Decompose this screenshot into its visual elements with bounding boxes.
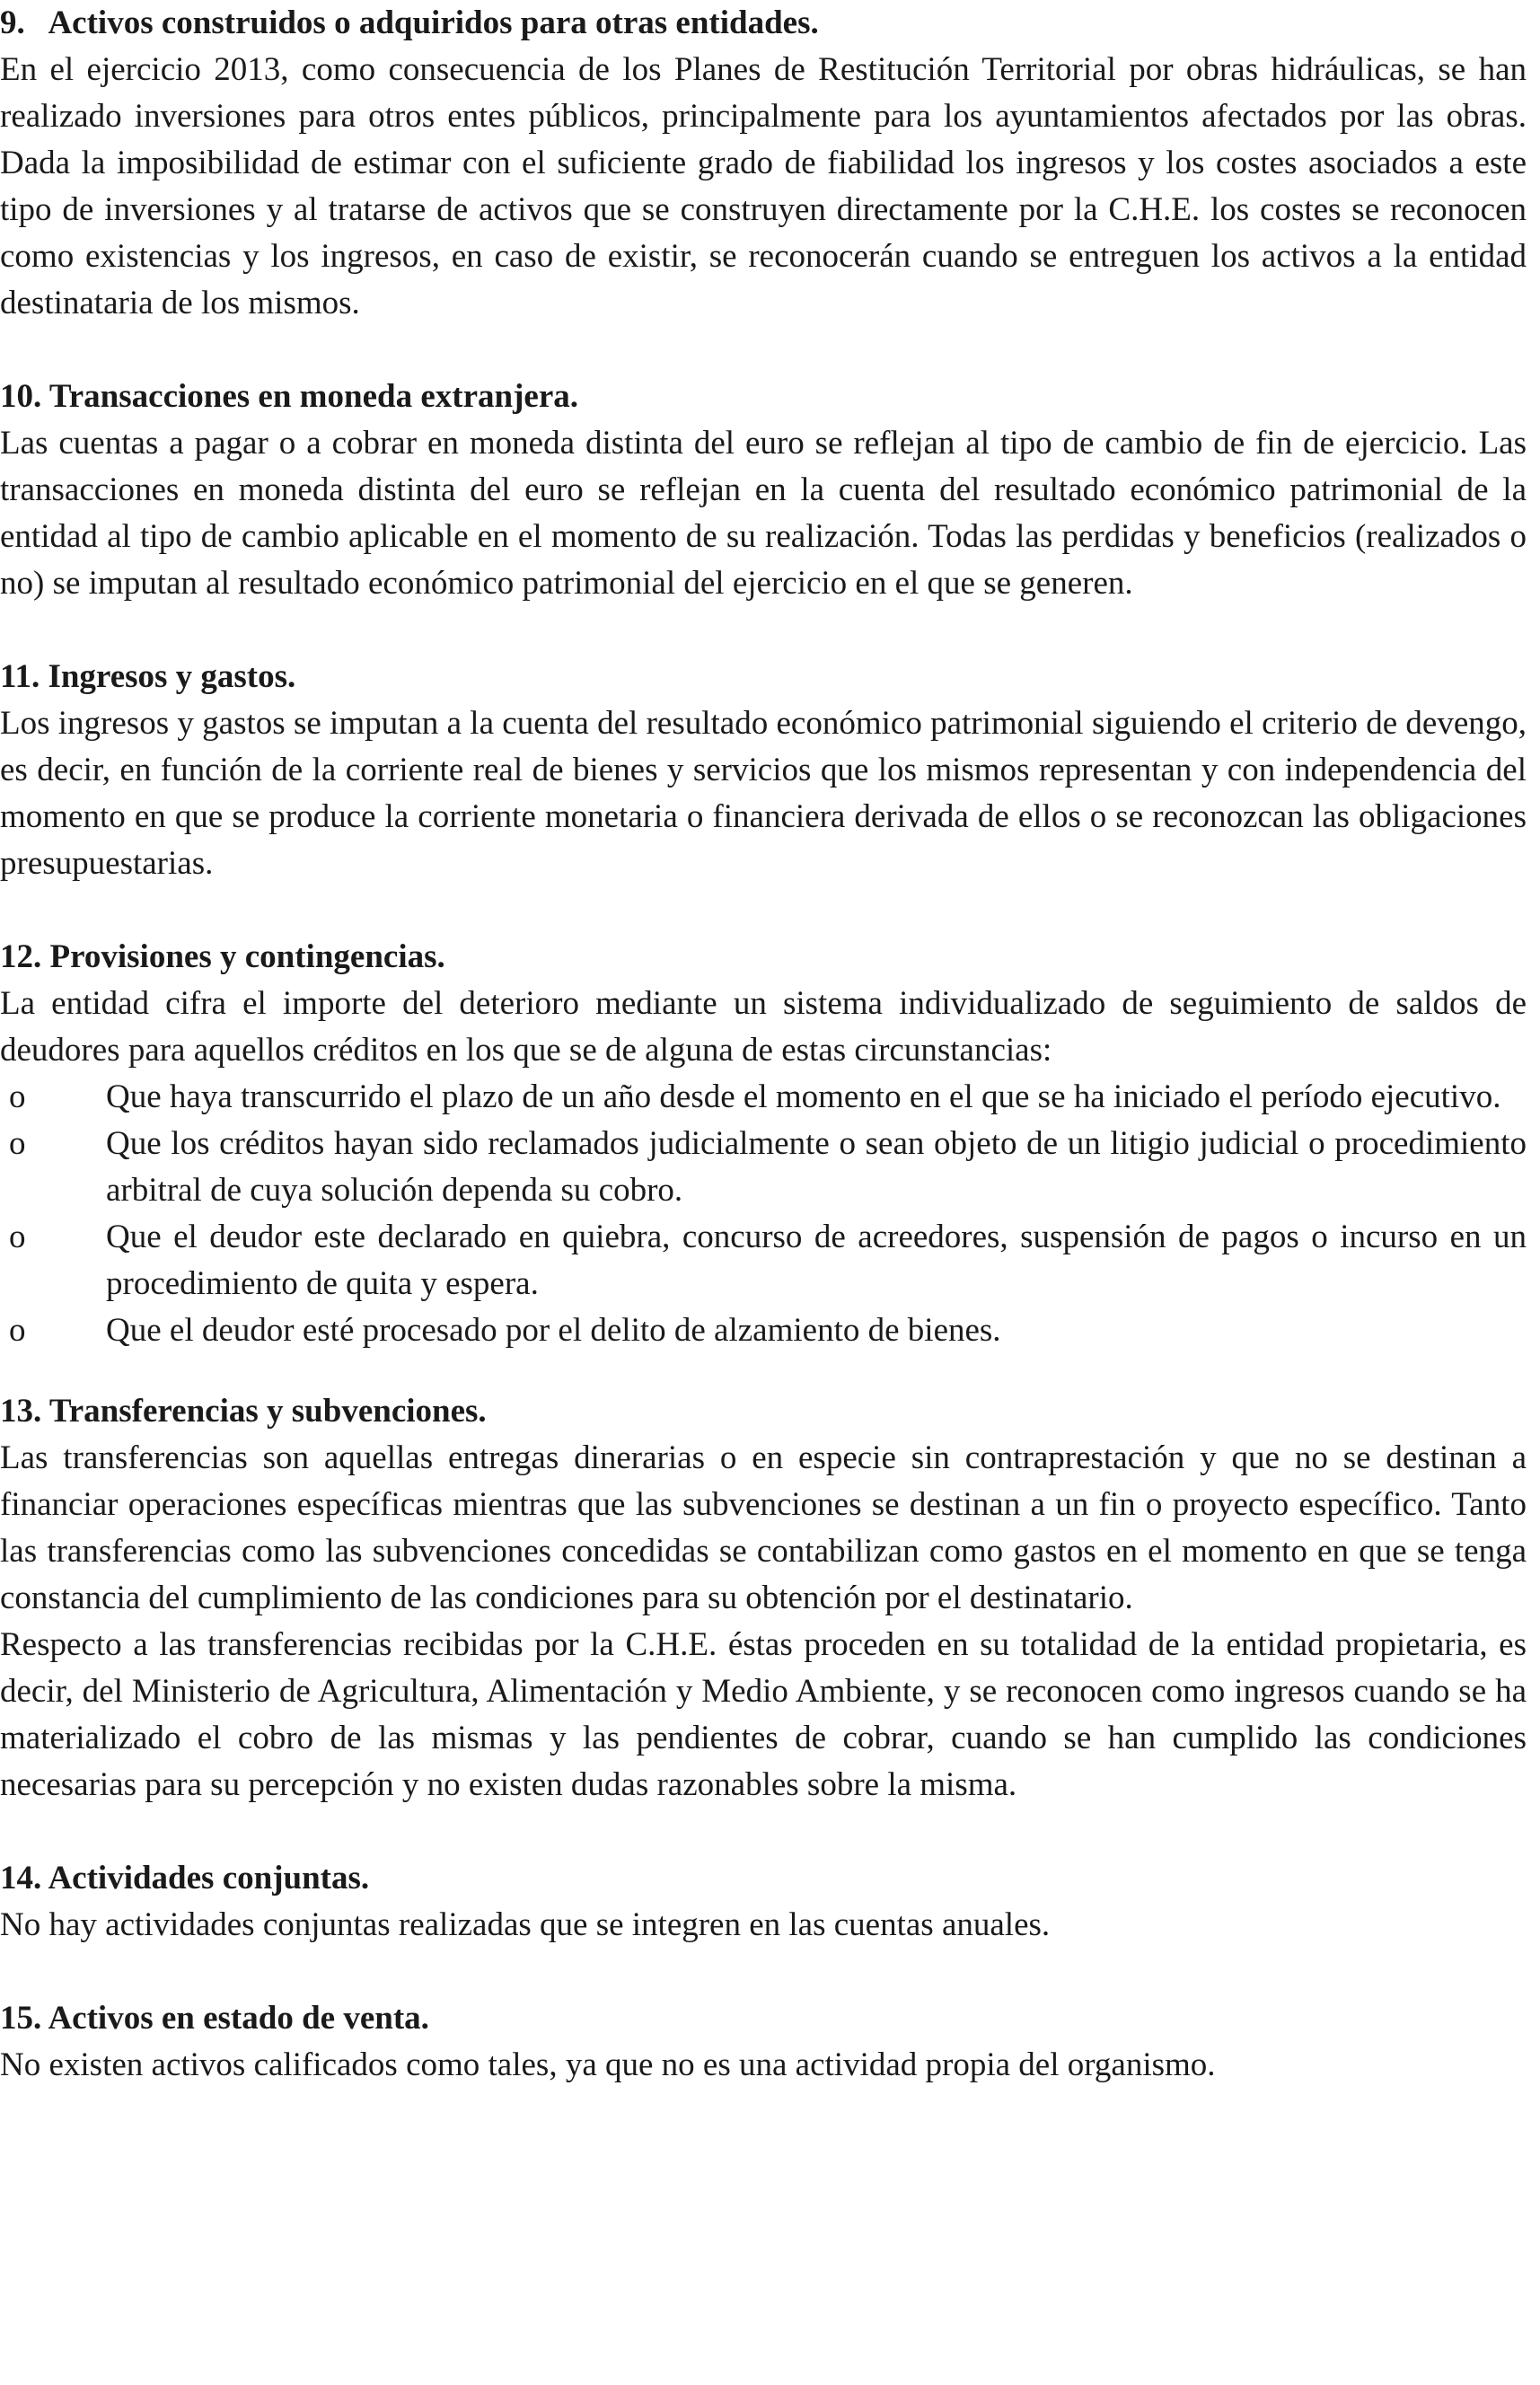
section-gap xyxy=(0,1354,1527,1388)
section-gap xyxy=(0,607,1527,654)
section-heading: 11. Ingresos y gastos. xyxy=(0,658,296,695)
list-item-text: Que el deudor este declarado en quiebra, concurso de acreedores, suspensión de pagos o incurso en un procedimiento de quita y espera. xyxy=(106,1219,1527,1302)
list-item-text: Que el deudor esté procesado por el delito de alzamiento de bienes. xyxy=(106,1312,1001,1349)
section-heading: 15. Activos en estado de venta. xyxy=(0,2000,429,2037)
section-15 xyxy=(0,1995,1527,2089)
bullet-marker: o xyxy=(9,1219,26,1255)
section-paragraph: Las transferencias son aquellas entregas dinerarias o en especie sin contraprestación y que no se destinan a financiar operaciones específicas mientras que las subvenciones se destinan a un fin o proyecto específico. Tanto las transferencias como las subvenciones concedidas se contabilizan como gastos en el momento en que se tenga constancia del cumplimiento de las condiciones para su obtención por el destinatario. xyxy=(0,1439,1527,1616)
section-paragraph: Respecto a las transferencias recibidas por la C.H.E. éstas proceden en su totalidad de la entidad propietaria, es decir, del Ministerio de Agricultura, Alimentación y Medio Ambiente, y se reconocen como ingresos cuando se ha materializado el cobro de las mismas y las pendientes de cobrar, cuando se han cumplido las condiciones necesarias para su percepción y no existen dudas razonables sobre la misma. xyxy=(0,1626,1527,1803)
section-heading: 10. Transacciones en moneda extranjera. xyxy=(0,378,578,415)
section-paragraph: En el ejercicio 2013, como consecuencia de los Planes de Restitución Territorial por obras hidráulicas, se han realizado inversiones para otros entes públicos, principalmente para los ayuntamientos afectados por las obras. Dada la imposibilidad de estimar con el suficiente grado de fiabilidad los ingresos y los costes asociados a este tipo de inversiones y al tratarse de activos que se construyen directamente por la C.H.E. los costes se reconocen como existencias y los ingresos, en caso de existir, se reconocerán cuando se entreguen los activos a la entidad destinataria de los mismos. xyxy=(0,51,1527,321)
section-11 xyxy=(0,654,1527,887)
list-item xyxy=(0,1214,1527,1307)
section-paragraph: No hay actividades conjuntas realizadas que se integren en las cuentas anuales. xyxy=(0,1906,1051,1943)
section-12 xyxy=(0,934,1527,1354)
section-10 xyxy=(0,374,1527,607)
section-gap xyxy=(0,887,1527,934)
section-gap xyxy=(0,1809,1527,1855)
section-14 xyxy=(0,1855,1527,1949)
list-item xyxy=(0,1121,1527,1214)
section-paragraph: Las cuentas a pagar o a cobrar en moneda distinta del euro se reflejan al tipo de cambio de fin de ejercicio. Las transacciones en moneda distinta del euro se reflejan en la cuenta del resultado económico patrimonial de la entidad al tipo de cambio aplicable en el momento de su realización. Todas las perdidas y beneficios (realizados o no) se imputan al resultado económico patrimonial del ejercicio en el que se generen. xyxy=(0,425,1527,602)
section-heading: 13. Transferencias y subvenciones. xyxy=(0,1393,487,1430)
list-item xyxy=(0,1307,1527,1354)
list-item xyxy=(0,1074,1527,1121)
bullet-marker: o xyxy=(9,1312,26,1349)
section-paragraph: No existen activos calificados como tales, ya que no es una actividad propia del organismo. xyxy=(0,2046,1216,2083)
bullet-marker: o xyxy=(9,1078,26,1115)
section-9 xyxy=(0,0,1527,327)
circumstances-list xyxy=(0,1074,1527,1354)
section-paragraph: Los ingresos y gastos se imputan a la cuenta del resultado económico patrimonial siguiendo el criterio de devengo, es decir, en función de la corriente real de bienes y servicios que los mismos representan y con independencia del momento en que se produce la corriente monetaria o financiera derivada de ellos o se reconozcan las obligaciones presupuestarias. xyxy=(0,705,1527,882)
list-item-text: Que haya transcurrido el plazo de un año desde el momento en el que se ha iniciado el período ejecutivo. xyxy=(106,1078,1501,1115)
section-heading: 14. Actividades conjuntas. xyxy=(0,1860,370,1897)
section-heading: 9. Activos construidos o adquiridos para otras entidades. xyxy=(0,4,819,41)
list-item-text: Que los créditos hayan sido reclamados judicialmente o sean objeto de un litigio judicial o procedimiento arbitral de cuya solución dependa su cobro. xyxy=(106,1125,1527,1209)
section-gap xyxy=(0,1949,1527,1995)
section-heading: 12. Provisiones y contingencias. xyxy=(0,938,445,975)
section-13 xyxy=(0,1388,1527,1809)
bullet-marker: o xyxy=(9,1125,26,1162)
section-gap xyxy=(0,327,1527,374)
section-paragraph: La entidad cifra el importe del deterioro mediante un sistema individualizado de seguimiento de saldos de deudores para aquellos créditos en los que se de alguna de estas circunstancias: xyxy=(0,985,1527,1069)
